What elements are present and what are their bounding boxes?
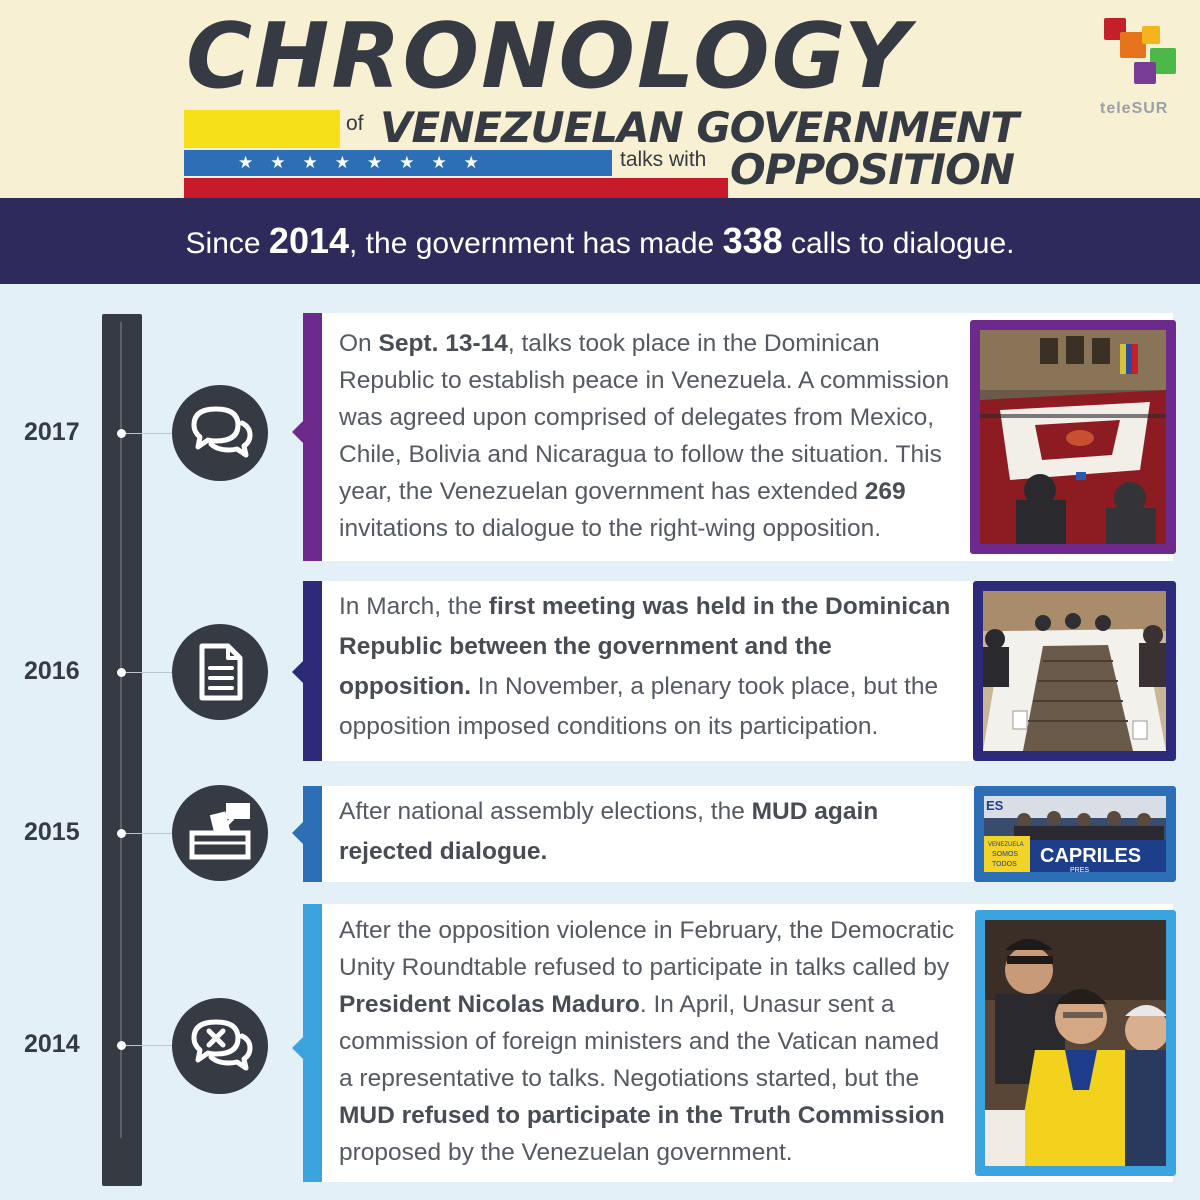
photo-text-somos: SOMOS [992, 851, 1019, 858]
timeline-card-2016 [303, 581, 1173, 761]
description-text: proposed by the Venezuelan government. [339, 1139, 793, 1166]
timeline-dot [117, 429, 126, 438]
timeline-dot [117, 668, 126, 677]
photo-text-capriles: CAPRILES [1040, 845, 1142, 867]
photo-text-presidente: PRES [1070, 867, 1090, 872]
card-description [339, 912, 959, 1171]
photo-text-todos: TODOS [992, 861, 1017, 868]
banner-post: calls to dialogue. [782, 227, 1015, 260]
rejected-dialogue-icon [172, 998, 268, 1094]
timeline-line [120, 322, 122, 1138]
title-opposition: OPPOSITION [730, 145, 1014, 194]
banner-mid: , the government has made [349, 227, 723, 260]
card-pointer [292, 421, 303, 443]
timeline-card-2015 [303, 786, 1173, 882]
card-pointer [292, 822, 303, 844]
card-pointer [292, 661, 303, 683]
description-emphasis: President Nicolas Maduro [339, 991, 640, 1018]
card-accent [303, 581, 322, 761]
year-label: 2016 [24, 657, 80, 685]
year-label: 2015 [24, 818, 80, 846]
header [0, 0, 1200, 198]
card-description [339, 325, 959, 547]
description-emphasis: MUD refused to participate in the Truth Commission [339, 1102, 945, 1129]
title-venezuelan-government: VENEZUELAN GOVERNMENT [380, 103, 1018, 152]
timeline-card-2017 [303, 313, 1173, 561]
summary-banner [0, 198, 1200, 284]
title-talks-with: talks with [620, 148, 707, 171]
photo-text-venezuela: VENEZUELA [988, 842, 1024, 848]
description-text: , talks took place in the Dominican Republic to establish peace in Venezuela. A commission was agreed upon comprised of delegates from Mexico, Chile, Bolivia and Nicaragua to follow the situation. This year, the Venezuelan government has extended [339, 330, 950, 505]
photo-dialogue-meeting-2017 [970, 320, 1176, 554]
description-emphasis: MUD again rejected dialogue. [339, 798, 879, 865]
description-text: On [339, 330, 379, 357]
timeline-dot [117, 1041, 126, 1050]
banner-pre: Since [185, 227, 269, 260]
photo-opposition-leaders-2014 [975, 910, 1176, 1176]
flag-stars: ★★★★★★★★ [238, 153, 496, 172]
timeline-bar [102, 314, 142, 1186]
banner-count: 338 [722, 220, 783, 261]
title-of: of [346, 112, 364, 135]
description-text: In March, the [339, 593, 489, 620]
banner-year: 2014 [268, 220, 350, 261]
description-text: After the opposition violence in February, the Democratic Unity Roundtable refused to participate in talks called by [339, 917, 955, 981]
card-accent [303, 313, 322, 561]
photo-mud-press-conference-2015 [974, 786, 1176, 882]
card-pointer [292, 1037, 303, 1059]
description-text: . In April, Unasur sent a commission of foreign ministers and the Vatican named a representative to talks. Negotiations started, but the [339, 991, 940, 1092]
ballot-box-icon [172, 785, 268, 881]
timeline-dot [117, 829, 126, 838]
document-icon [172, 624, 268, 720]
title-chronology: CHRONOLOGY [186, 4, 912, 109]
description-emphasis: Sept. 13-14 [378, 330, 508, 357]
year-label: 2017 [24, 418, 80, 446]
flag-stripe-yellow [184, 110, 340, 148]
speech-bubbles-icon [172, 385, 268, 481]
photo-dominican-meeting-2016 [973, 581, 1176, 761]
card-description [339, 792, 959, 872]
flag-stripe-red [184, 178, 728, 198]
description-emphasis: 269 [864, 478, 906, 505]
card-accent [303, 904, 322, 1182]
card-accent [303, 786, 322, 882]
photo-text-es: ES [986, 798, 1004, 813]
description-text: After national assembly elections, the [339, 798, 752, 825]
telesur-logo-text: teleSUR [1100, 100, 1169, 117]
timeline-card-2014 [303, 904, 1173, 1182]
card-description [339, 587, 959, 747]
description-emphasis: first meeting was held in the Dominican Republic between the government and the opposition. [339, 593, 951, 700]
description-text: invitations to dialogue to the right-wing opposition. [339, 515, 882, 542]
year-label: 2014 [24, 1030, 80, 1058]
description-text: In November, a plenary took place, but the opposition imposed conditions on its participation. [339, 673, 939, 740]
